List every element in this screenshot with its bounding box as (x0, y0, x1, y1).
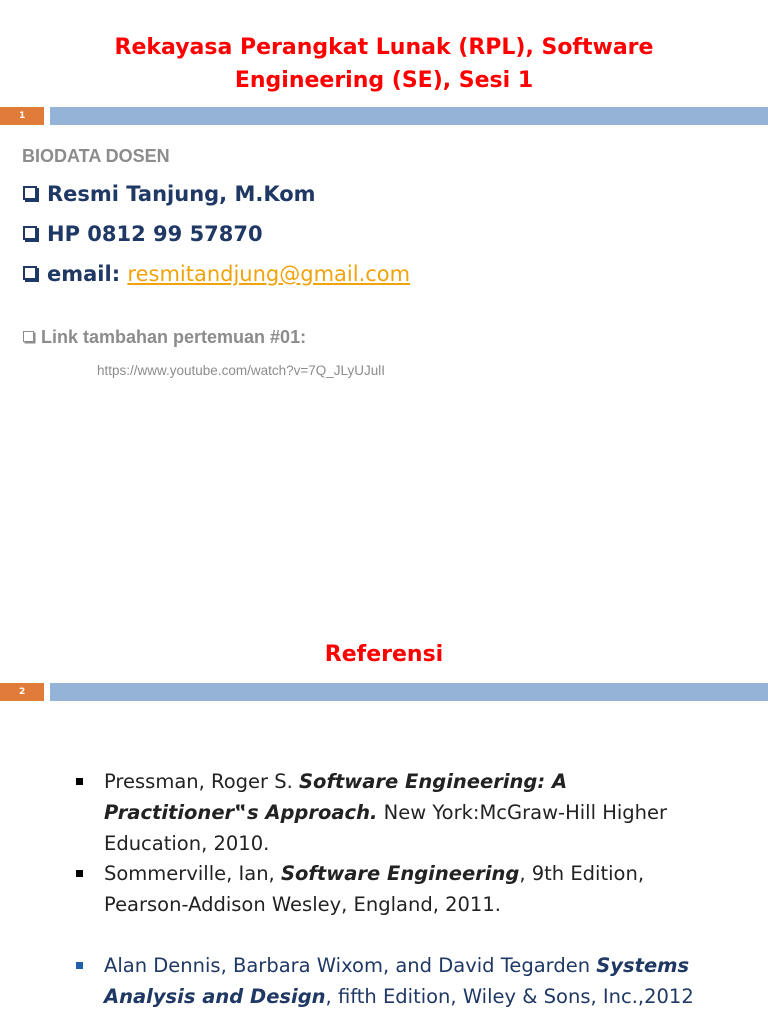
reference-title: Systems Analysis and Design (104, 954, 690, 1008)
title-line-2: Engineering (SE), Sesi 1 (234, 68, 534, 93)
square-bullet-icon (76, 870, 83, 877)
checkbox-bullet-icon (23, 266, 37, 280)
reference-author: Sommerville, Ian, (104, 862, 281, 885)
reference-item (76, 950, 716, 1012)
lecturer-name: Resmi Tanjung, M.Kom (47, 182, 316, 206)
reference-author: Alan Dennis, Barbara Wixom, and David Tegarden (104, 954, 597, 977)
slide-number: 1 (0, 107, 44, 125)
header-divider-bar (50, 683, 768, 701)
lecturer-name-item (23, 179, 316, 209)
square-bullet-icon (76, 778, 83, 785)
extra-link-label: Link tambahan pertemuan #01: (41, 327, 307, 347)
slide-title: Referensi (324, 642, 444, 667)
slide-number: 2 (0, 683, 44, 701)
reference-publisher: , 9th Edition, Pearson-Addison Wesley, England, 2011. (104, 862, 645, 916)
reference-item (76, 858, 716, 920)
square-bullet-icon (76, 962, 83, 969)
checkbox-bullet-icon (23, 186, 37, 200)
header-divider-bar (50, 107, 768, 125)
slide-title (20, 31, 748, 97)
email-link[interactable]: resmitandjung@gmail.com (127, 262, 411, 286)
email-item (23, 259, 410, 289)
slide-number-bar (0, 107, 768, 125)
reference-publisher: , fifth Edition, Wiley & Sons, Inc.,2012 (325, 985, 694, 1008)
reference-publisher: New York:McGraw-Hill Higher Education, 2010. (104, 801, 668, 855)
slide-number-bar (0, 683, 768, 701)
slide-2 (0, 576, 768, 1024)
section-subheading: BIODATA DOSEN (22, 146, 170, 166)
phone-item (23, 219, 263, 249)
email-label: email: (47, 262, 121, 286)
checkbox-bullet-icon (23, 331, 34, 342)
checkbox-bullet-icon (23, 226, 37, 240)
reference-item (76, 766, 716, 859)
title-line-1: Rekayasa Perangkat Lunak (RPL), Software (114, 35, 654, 60)
reference-author: Pressman, Roger S. (104, 770, 299, 793)
extra-link-item (23, 327, 306, 348)
video-url[interactable]: https://www.youtube.com/watch?v=7Q_JLyUJulI (97, 363, 386, 378)
reference-title: Software Engineering: A Practitioner‟s Approach. (104, 770, 568, 824)
phone-number: HP 0812 99 57870 (47, 222, 263, 246)
reference-title: Software Engineering (280, 862, 520, 885)
